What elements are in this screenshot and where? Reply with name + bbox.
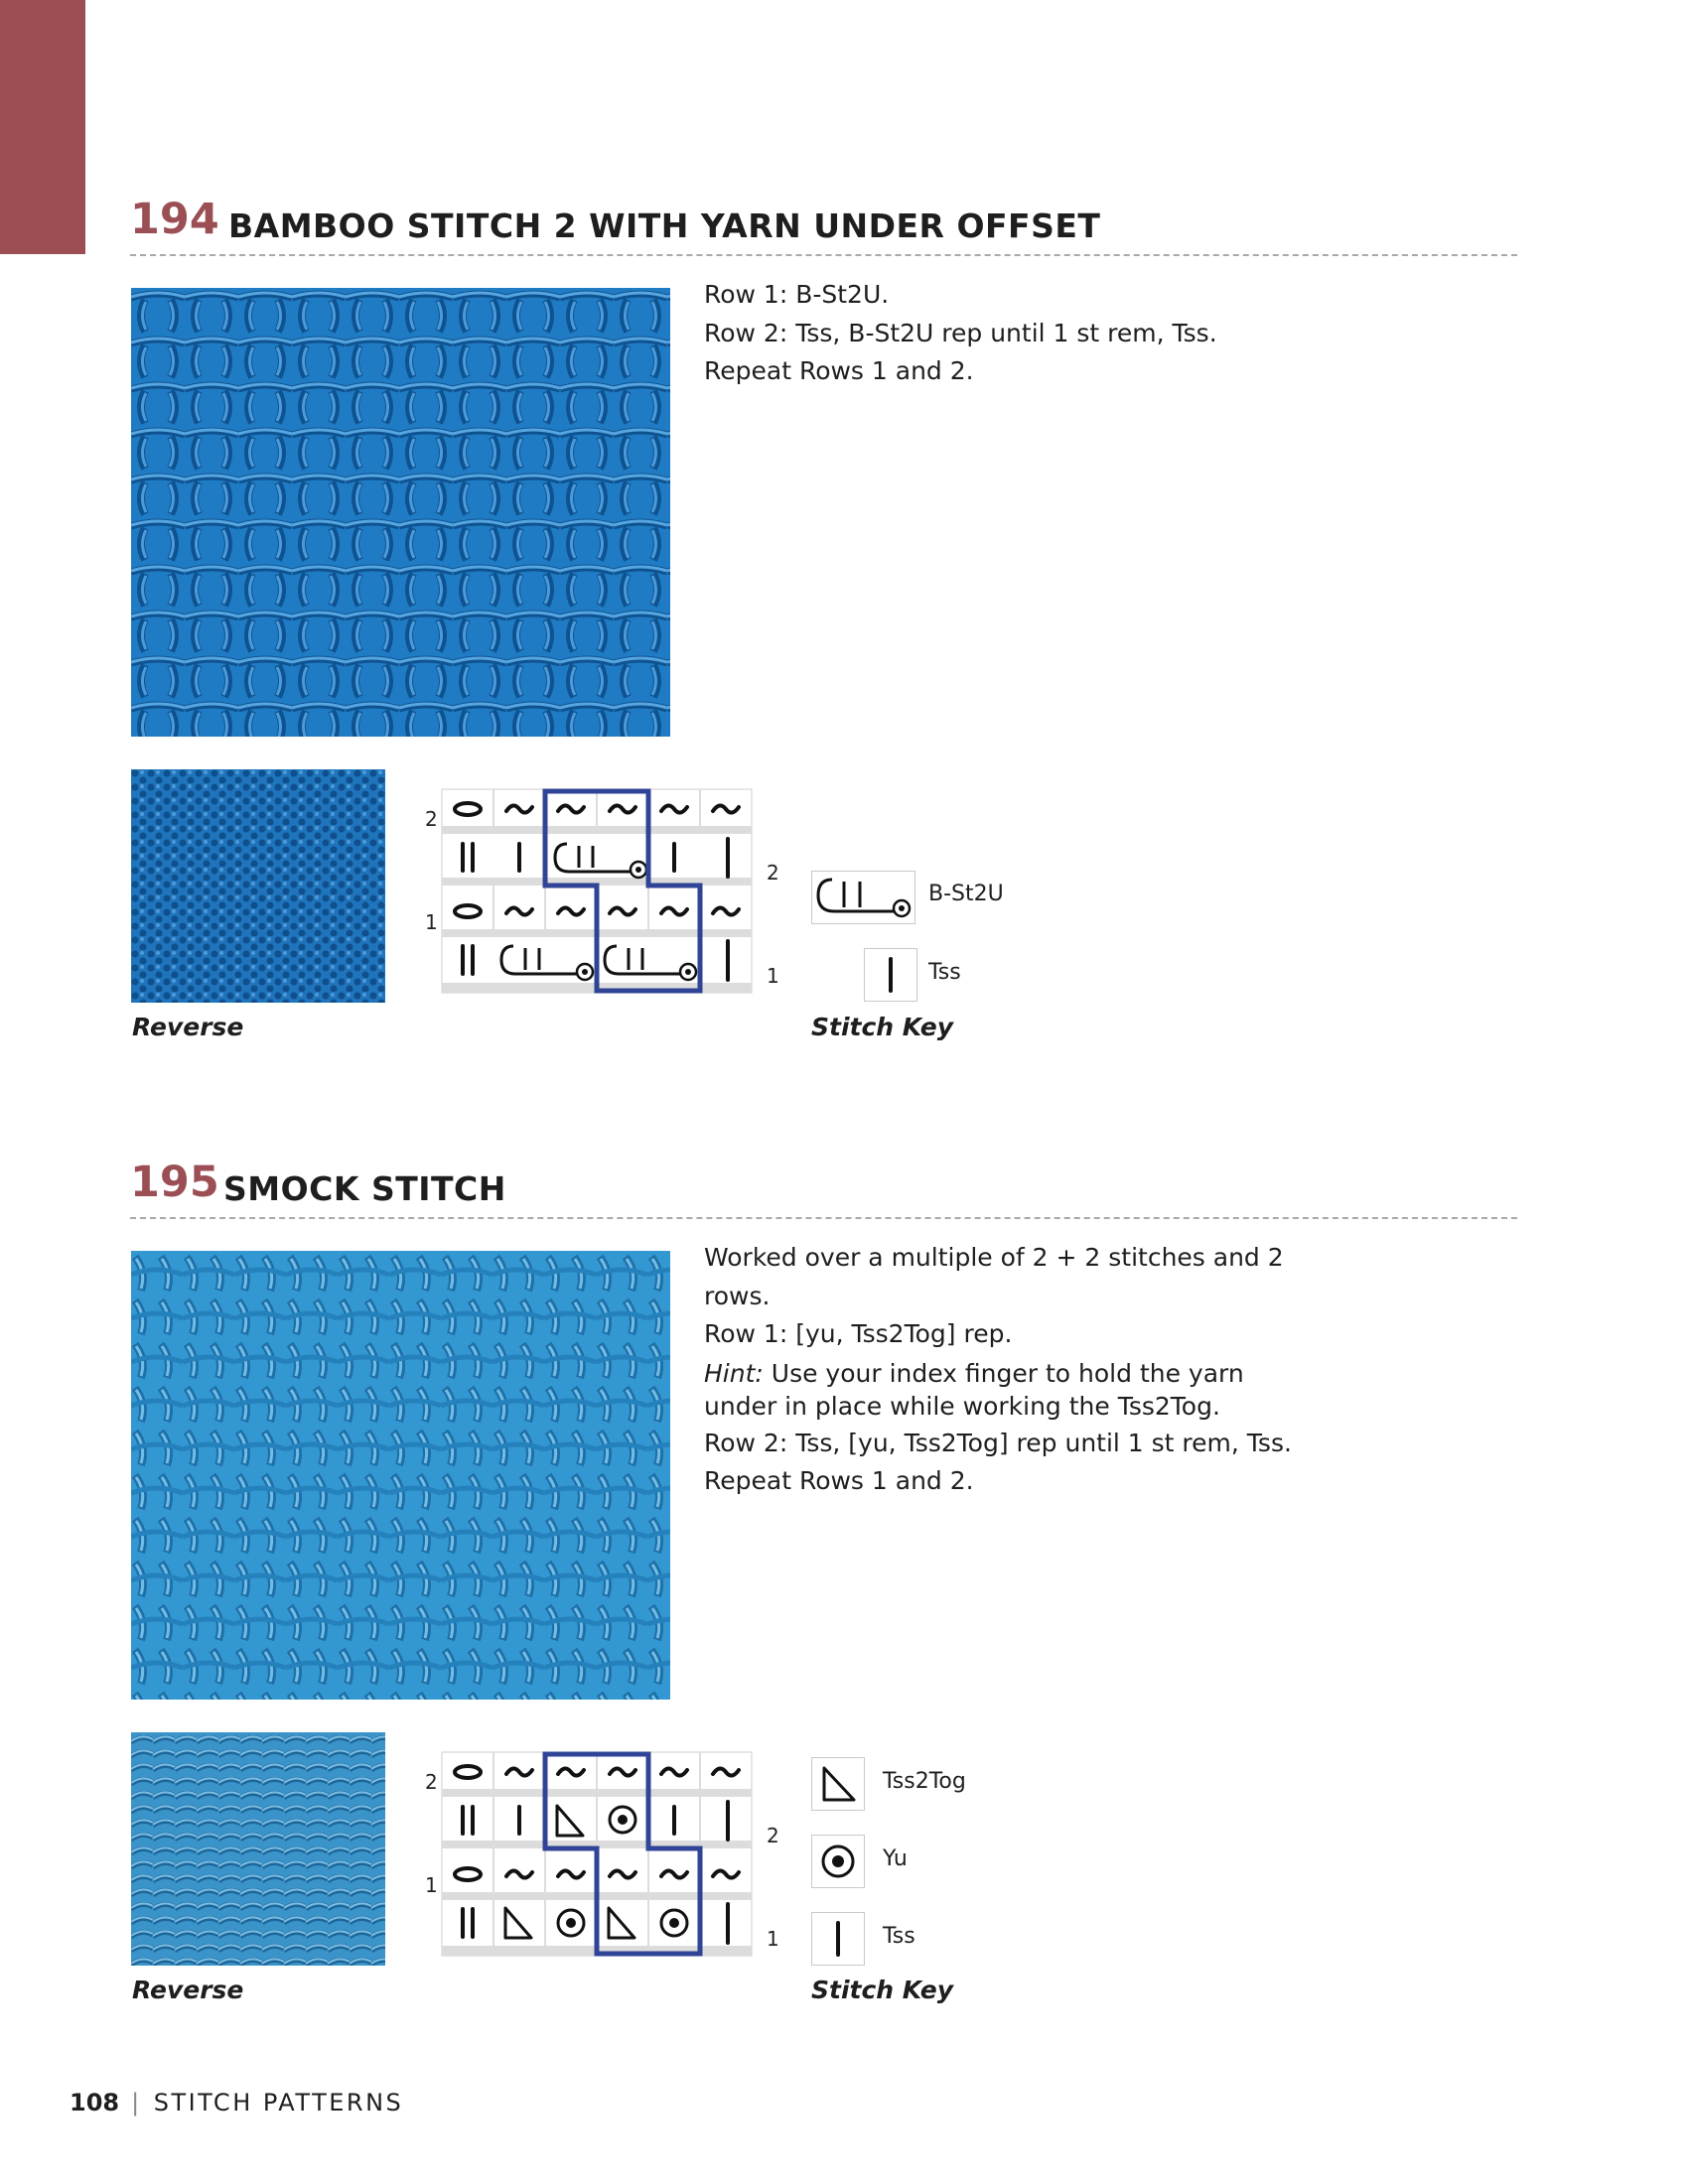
- pattern-number: 195: [130, 1158, 219, 1207]
- key-label: Tss: [928, 960, 961, 985]
- hint-line: [704, 1357, 1300, 1423]
- chart-grid: [442, 1752, 752, 1956]
- page-number: 108: [70, 2089, 120, 2116]
- pattern-title: BAMBOO STITCH 2 WITH YARN UNDER OFFSET: [228, 206, 1101, 245]
- stitch-key-title: Stitch Key: [811, 1013, 954, 1041]
- key-label: B-St2U: [928, 882, 1004, 906]
- reverse-label: Reverse: [132, 1976, 244, 2004]
- reverse-photo: [131, 769, 385, 1003]
- swatch-photo: [131, 1251, 670, 1700]
- chart-row-label: 2: [425, 1770, 438, 1794]
- section-divider: [130, 254, 1517, 256]
- chart-row-label: 1: [767, 964, 779, 988]
- chart-row-label: 1: [425, 910, 438, 934]
- stitch-chart: [407, 784, 779, 1003]
- chapter-tab: [0, 0, 85, 254]
- key-symbol-box: [811, 871, 915, 924]
- instruction-line: Repeat Rows 1 and 2.: [704, 1466, 974, 1495]
- key-symbol-box: [811, 1757, 865, 1811]
- pattern-number: 194: [130, 195, 219, 244]
- key-symbol-box: [811, 1912, 865, 1966]
- chart-row-label: 1: [425, 1873, 438, 1897]
- chart-row-label: 1: [767, 1927, 779, 1951]
- hint-text: Use your index finger to hold the yarn under in place while working the Tss2Tog.: [704, 1358, 1244, 1421]
- tss2tog-icon: [812, 1758, 864, 1810]
- section-name: STITCH PATTERNS: [153, 2089, 404, 2116]
- chart-grid: [442, 789, 752, 993]
- key-label: Tss2Tog: [883, 1769, 966, 1794]
- instruction-line: Row 2: Tss, [yu, Tss2Tog] rep until 1 st rem, Tss.: [704, 1428, 1292, 1457]
- pattern-title: SMOCK STITCH: [223, 1169, 506, 1208]
- yu-icon: [812, 1836, 864, 1887]
- tss-icon: [865, 949, 916, 1001]
- instruction-line: Row 1: [yu, Tss2Tog] rep.: [704, 1319, 1013, 1348]
- chart-row-label: 2: [767, 1824, 779, 1847]
- stitch-chart: [407, 1747, 779, 1966]
- reverse-label: Reverse: [132, 1013, 244, 1041]
- reverse-photo: [131, 1732, 385, 1966]
- b-st2u-icon: [812, 872, 914, 923]
- chart-row-label: 2: [767, 861, 779, 885]
- instructions: [704, 276, 1339, 391]
- key-symbol-box: [811, 1835, 865, 1888]
- swatch-photo: [131, 288, 670, 737]
- instruction-line: Row 1: B-St2U.: [704, 280, 890, 309]
- key-label: Yu: [883, 1846, 908, 1871]
- chart-row-label: 2: [425, 807, 438, 831]
- instruction-line: Row 2: Tss, B-St2U rep until 1 st rem, Tss.: [704, 318, 1217, 347]
- instruction-line: Worked over a multiple of 2 + 2 stitches and 2 rows.: [704, 1243, 1284, 1310]
- page-footer: [70, 2089, 403, 2116]
- instructions: [704, 1239, 1339, 1501]
- key-symbol-box: [864, 948, 917, 1002]
- footer-separator: |: [131, 2089, 142, 2116]
- stitch-key-title: Stitch Key: [811, 1976, 954, 2004]
- instruction-line: Repeat Rows 1 and 2.: [704, 356, 974, 385]
- key-label: Tss: [883, 1924, 915, 1949]
- tss-icon: [812, 1913, 864, 1965]
- hint-label: Hint:: [704, 1358, 764, 1388]
- section-divider: [130, 1217, 1517, 1219]
